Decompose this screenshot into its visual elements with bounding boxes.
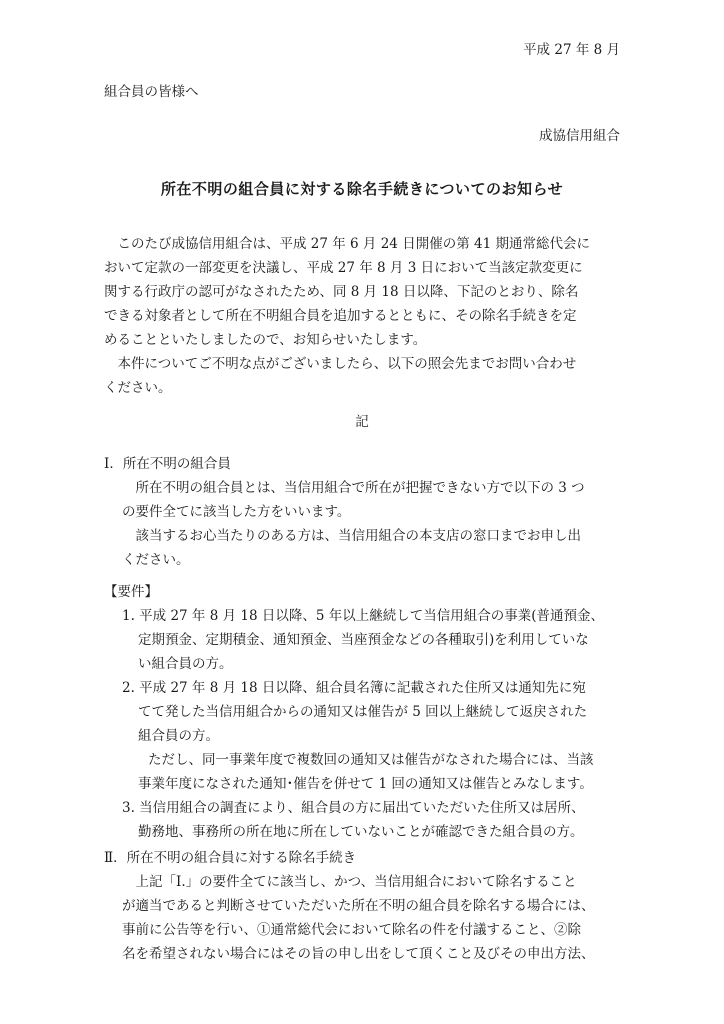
document-date: 平成 27 年 8 月 bbox=[523, 42, 620, 58]
sender-name: 成協信用組合 bbox=[539, 128, 620, 144]
ki-marker: 記 bbox=[355, 414, 369, 430]
document-title: 所在不明の組合員に対する除名手続きについてのお知らせ bbox=[160, 180, 564, 198]
section-1-heading: Ⅰ．所在不明の組合員 bbox=[104, 456, 231, 472]
section-1-line: の要件全てに該当した方をいいます。 bbox=[122, 504, 351, 520]
section-1-line: 該当するお心当たりのある方は、当信用組合の本支店の窓口までお申し出 bbox=[122, 528, 581, 544]
requirement-3-line: 勤務地、事務所の所在地に所在していないことが確認できた組合員の方。 bbox=[138, 824, 584, 840]
requirements-heading: 【要件】 bbox=[104, 584, 158, 600]
requirement-1-line: い組合員の方。 bbox=[138, 656, 233, 672]
intro-paragraph bbox=[104, 232, 624, 400]
intro-line: できる対象者として所在不明組合員を追加するとともに、その除名手続きを定 bbox=[104, 308, 577, 324]
requirements-section bbox=[104, 580, 604, 844]
section-2-heading: Ⅱ．所在不明の組合員に対する除名手続き bbox=[104, 850, 357, 866]
requirement-2-line: 2. 平成 27 年 8 月 18 日以降、組合員名簿に記載された住所又は通知先に宛 bbox=[122, 680, 586, 696]
section-2 bbox=[104, 846, 595, 966]
intro-line: 関する行政庁の認可がなされたため、同 8 月 18 日以降、下記のとおり、除名 bbox=[104, 284, 579, 300]
addressee: 組合員の皆様へ bbox=[104, 84, 199, 100]
intro-line: 本件についてご不明な点がございましたら、以下の照会先までお問い合わせ bbox=[104, 356, 577, 372]
section-2-line: 事前に公告等を行い、①通常総代会において除名の件を付議すること、②除 bbox=[122, 922, 581, 938]
intro-line: めることといたしましたので、お知らせいたします。 bbox=[104, 332, 427, 348]
section-1 bbox=[104, 452, 585, 572]
requirement-1-line: 定期預金、定期積金、通知預金、当座預金などの各種取引)を利用していな bbox=[138, 632, 589, 648]
requirement-2-line: てて発した当信用組合からの通知又は催告が 5 回以上継続して返戻された bbox=[138, 704, 588, 720]
section-1-line: ください。 bbox=[122, 552, 190, 568]
section-2-line: が適当であると判断させていただいた所在不明の組合員を除名する場合には、 bbox=[122, 898, 595, 914]
requirement-3-line: 3. 当信用組合の調査により、組合員の方に届出ていただいた住所又は居所、 bbox=[122, 800, 585, 816]
requirement-1-line: 1. 平成 27 年 8 月 18 日以降、5 年以上継続して当信用組合の事業(普通預金、 bbox=[122, 608, 605, 624]
intro-line: このたび成協信用組合は、平成 27 年 6 月 24 日開催の第 41 期通常総代会に bbox=[104, 236, 590, 252]
requirement-2-line: 組合員の方。 bbox=[138, 728, 219, 744]
section-2-line: 上記「Ⅰ.」の要件全てに該当し、かつ、当信用組合において除名すること bbox=[122, 874, 577, 890]
intro-line: おいて定款の一部変更を決議し、平成 27 年 8 月 3 日において当該定款変更に bbox=[104, 260, 583, 276]
intro-line: ください。 bbox=[104, 380, 172, 396]
requirement-2-note-line: ただし、同一事業年度で複数回の通知又は催告がなされた場合には、当該 bbox=[148, 752, 594, 768]
section-1-line: 所在不明の組合員とは、当信用組合で所在が把握できない方で以下の 3 つ bbox=[122, 480, 585, 496]
section-2-line: 名を希望されない場合にはその旨の申し出をして頂くこと及びその申出方法、 bbox=[122, 946, 595, 962]
requirement-2-note-line: 事業年度になされた通知･催告を併せて 1 回の通知又は催告とみなします。 bbox=[138, 776, 593, 792]
